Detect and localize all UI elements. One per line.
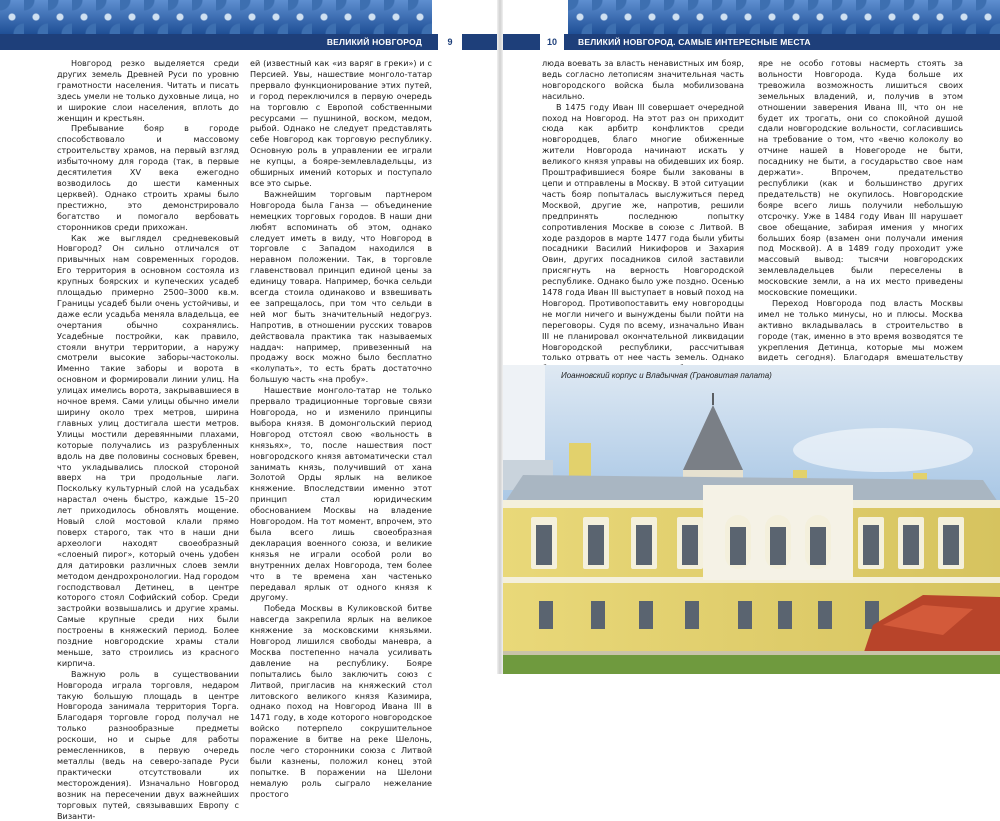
- paragraph: Новгород резко выделяется среди других земель Древней Руси по уровню грамотности населения. Читать и писать здесь умели не только духовные лица, но и широкие слои населения, вплоть до женщин и крестьян.: [57, 58, 239, 123]
- text-column-4: [758, 58, 963, 363]
- text-column-3: [542, 58, 744, 363]
- paragraph: Важнейшим торговым партнером Новгорода была Ганза — объединение немецких торговых городов. В наши дни любят вспоминать об этом, однако следует иметь в виду, что Новгород в торговле с Западом находился в неравном положении. Так, в торговле главенствовал принцип единой цены за единицу товара. Например, бочка сельди всегда стоила одинаково и взвешивать ее запрещалось, при том что сельди в ней мог быть значительный недогруз. Напротив, в отношении русских товаров действовала практика так называемых наддач: например, привезенный на продажу воск можно было бесплатно «колупать», то есть брать достаточно большую часть «на пробу».: [250, 188, 432, 385]
- header-ornament-left: [0, 0, 432, 34]
- paragraph: Пребывание бояр в городе способствовало и массовому строительству храмов, на первый взгляд избыточному для города (так, в первые десятилетия XV века ежегодно возводилось до шести каменных церквей). Однако строить храмы было престижно, это демонстрировало богатство и помогало вербовать сторонников среди прихожан.: [57, 123, 239, 232]
- header-rule: [462, 34, 497, 50]
- running-title-right: ВЕЛИКИЙ НОВГОРОД. САМЫЕ ИНТЕРЕСНЫЕ МЕСТА: [578, 37, 811, 47]
- paragraph: Нашествие монголо-татар не только прервало традиционные торговые связи Новгорода, но и изменило принципы выбора князя. В домонгольский период Новгород отстоял свою «вольность в князьях», то, после нашествия пост новгородского князя автоматически стал занимать князь, получивший от хана Золотой Орды ярлык на великое княжение. Впоследствии именно этот принцип стал юридическим обоснованием Москвы на владение Новгородом. На тот момент, впрочем, это была всего лишь своеобразная декларация военного союза, и великие князья не играли особой роли во внутренних делах Новгорода, тем более что в те времена хан частенько передавал ярлык от одного князя к другому.: [250, 385, 432, 603]
- photo-caption: Иоанновский корпус и Владычная (Грановитая палата): [561, 371, 772, 380]
- building-photo: [503, 365, 1000, 674]
- running-header-left: [0, 34, 432, 50]
- paragraph: В 1475 году Иван III совершает очередной поход на Новгород. На этот раз он приходит сюда как арбитр конфликтов среди новгородцев, благо многие обиженные жители Новгорода начинают искать у великого князя управы на обидевших их бояр. Проштрафившиеся бояре были закованы в цепи и отправлены в Москву. В этой ситуации часть бояр попыталась выслужиться перед Москвой, другие же, напротив, решили предпринять последнюю попытку сопротивления Москве в союзе с Литвой. В ходе раздоров в марте 1477 года были убиты посадники Василий Никифоров и Захария Овин, других посадников силой заставили присягнуть на верность Новгородской республике. Однако было уже поздно. Осенью 1478 года Иван III выступает в новый поход на Новгород. Противопоставить ему новгородцы не могли ничего и вынуждены были пойти на переговоры. Судя по всему, изначально Иван III не планировал окончательной ликвидации Новгородской республики, рассчитывая только отрвать от нее часть земель. Однако: [542, 101, 744, 363]
- header-rule: [503, 34, 540, 50]
- paragraph: Переход Новгорода под власть Москвы имел не только минусы, но и плюсы. Москва активно вкладывалась в строительство в городе (так, именно в это время возводятся те укрепления Детинца, которые мы можем видеть сегодня). Благодаря вмешательству: [758, 297, 963, 363]
- page-number-right: 10: [540, 34, 564, 50]
- header-ornament-right: [568, 0, 1000, 34]
- paragraph: люда воевать за власть ненавистных им бояр, ведь согласно летописям значительная часть новгородского войска была мобилизована насильно.: [542, 58, 744, 101]
- paragraph: Как же выглядел средневековый Новгород? Он сильно отличался от привычных нам современных городов. Его территория в основном состояла из крупных боярских и купеческих усадеб площадью примерно 2500–3000 кв.м. Границы усадеб были очень устойчивы, и даже если усадьба меняла владельца, ее очертания обычно сохранялись. Усадебные постройки, как правило, стояли внутри территории, а наружу смотрели высокие заборы-частоколы. Именно такие заборы и ворота в основном и формировали линии улиц. На улицах имелись ворота, закрывавшиеся в ночное время. Сами улицы обычно имели ширину около трех метров, ширина главных улиц достигала шести метров. Улицы мостили деревянными плахами, которые получались из разрубленных вдоль на две половины сосновых бревен, что укладывались плоской стороной вверх на три продольные лаги. Поскольку культурный слой на усадьбах нарастал очень быстро, каждые 15–20 лет приходилось обновлять мощение. Новый слой мостовой клали прямо поверх старого, так что в наши дни археологи находят своеобразный «слоеный пирог», который очень удобен для датировки различных слоев земли методом дендрохронологии. Над городом господствовал Детинец, в центре которого стоял Софийский собор. Среди застройки возвышались и другие храмы. Самые крупные среди них были построены в княжеский период. Более поздние новгородские храмы стали меньше, зато строились из красного кирпича.: [57, 232, 239, 668]
- running-title-left: ВЕЛИКИЙ НОВГОРОД: [326, 37, 422, 47]
- running-header-right: [568, 34, 1000, 50]
- paragraph: Важную роль в существовании Новгорода играла торговля, недаром такую большую площадь в центре Новгорода занимала территория Торга. Благодаря торговле город получал не только разнообразные предметы роскоши, но и сырье для работы ремесленников, в первую очередь металлы (ведь на северо-западе Руси практически отсутствовали их месторождения). Изначально Новгород возник на пересечении двух важнейших торговых путей, связывавших Европу с Византи-: [57, 668, 239, 821]
- text-column-2: [250, 58, 432, 799]
- paragraph: яре не особо готовы насмерть стоять за вольности Новгорода. Куда больше их тревожила возможность лишиться своих земельных владений, и, получив в этом отношении заверения Ивана III, что он не будет их трогать, они со спокойной душой сдали новгородские вольности, согласившись на требование о том, что «вечю колоколу во отчине нашей в Новегороде не быти, посаднику не быти, а государьство свое нам держати». Впрочем, предательство республики (как и большинство других предательств) не окупилось. Новгородские бояре всего лишь получили небольшую отсрочку. Уже в 1484 году Иван III нарушает свое обещание, забирая имения у многих больших бояр (взамен они получали имения под Москвой). А в 1489 году проходит уже массовый вывод: тысячи новгородских землевладельцев были переселены в московские земли, а на их место приведены московские помещики.: [758, 58, 963, 298]
- paragraph: ей (известный как «из варяг в греки») и с Персией. Увы, нашествие монголо-татар прервало функционирование этих путей, и город переключился в первую очередь на торговлю с Европой собственными ресурсами — пушниной, воском, медом, рыбой. Однако не следует представлять себе Новгород как торговую республику. Основную роль в управлении ее играли не купцы, а бояре-землевладельцы, из обширных имений которых и поступало все это сырье.: [250, 58, 432, 188]
- text-column-1: [57, 58, 239, 821]
- paragraph: Победа Москвы в Куликовской битве навсегда закрепила ярлык на великое княжение за московскими князьями. Новгород лишился свободы маневра, а Москва постепенно начала усиливать давление на республику. Бояре попытались было заключить союз с Литвой, пригласив на княжеский стол литовского великого князя Казимира, однако поход на Новгород Ивана III в 1471 году, в ходе которого новгородское войско потерпело сокрушительное поражение в битве на реке Шелонь, после чего сторонники союза с Литвой были казнены, положил конец этой попытке. В поражении на Шелони немалую роль сыграло нежелание простого: [250, 603, 432, 799]
- page-number-left: 9: [438, 34, 462, 50]
